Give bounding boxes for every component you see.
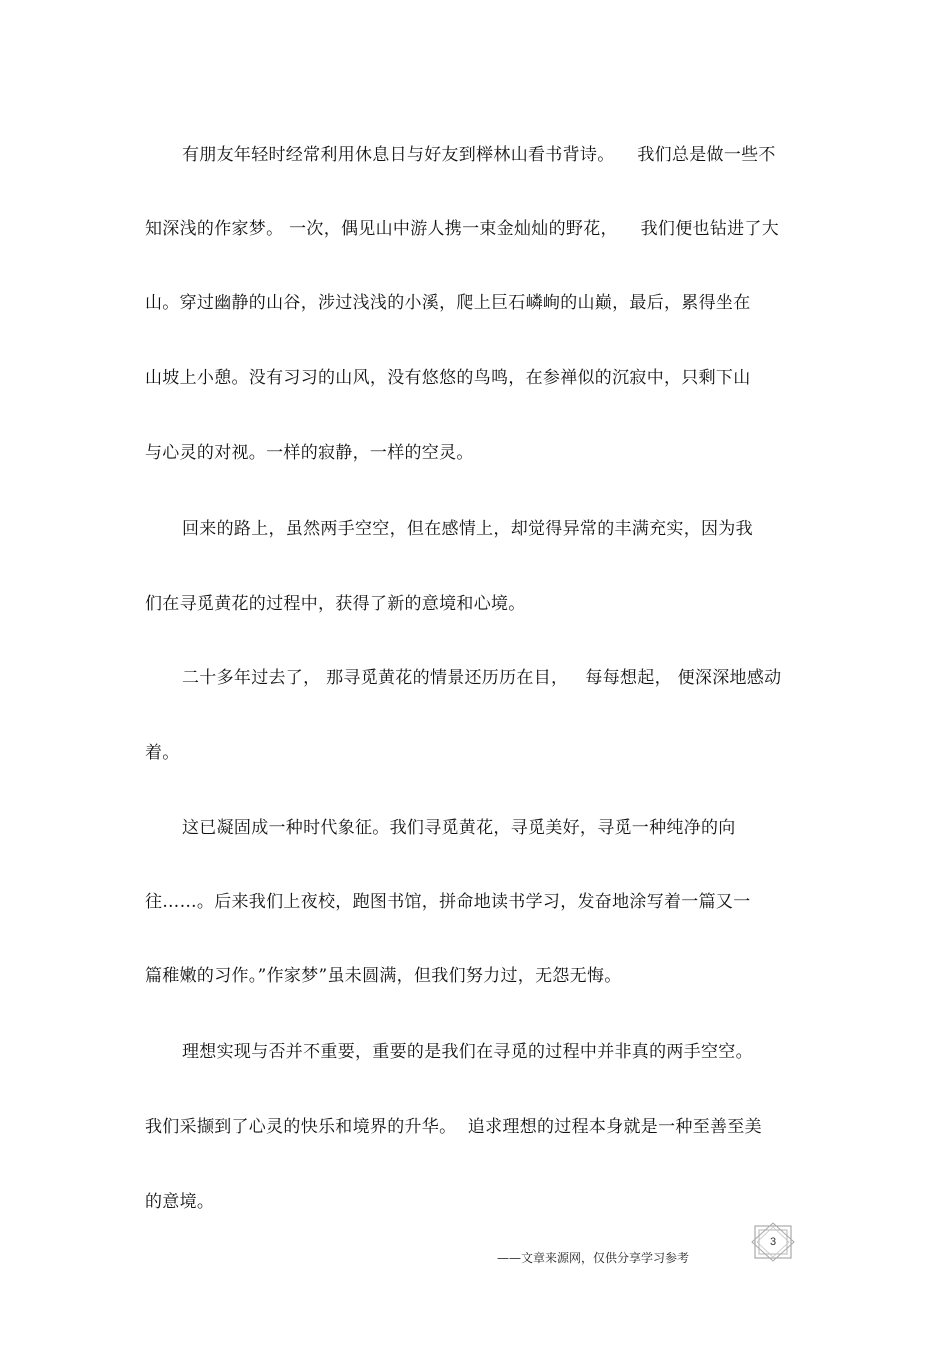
paragraph-1-line-2: 知深浅的作家梦。 一次，偶见山中游人携一束金灿灿的野花， 我们便也钻进了大 <box>145 219 780 239</box>
paragraph-1-line-5: 与心灵的对视。一样的寂静，一样的空灵。 <box>145 443 474 463</box>
paragraph-4-line-2: 往……。后来我们上夜校，跑图书馆，拼命地读书学习，发奋地涂写着一篇又一 <box>145 892 751 912</box>
paragraph-4-line-1: 这已凝固成一种时代象征。我们寻觅黄花，寻觅美好，寻觅一种纯净的向 <box>182 818 736 838</box>
paragraph-5-line-1: 理想实现与否并不重要，重要的是我们在寻觅的过程中并非真的两手空空。 <box>182 1042 753 1062</box>
paragraph-1-line-4: 山坡上小憩。没有习习的山风，没有悠悠的鸟鸣，在参禅似的沉寂中，只剩下山 <box>145 368 751 388</box>
page-number-badge <box>749 1222 797 1262</box>
paragraph-1-line-3: 山。穿过幽静的山谷，涉过浅浅的小溪，爬上巨石嶙峋的山巅，最后，累得坐在 <box>145 293 751 313</box>
source-note: ——文章来源网，仅供分享学习参考 <box>497 1251 690 1265</box>
paragraph-2-line-1: 回来的路上，虽然两手空空，但在感情上，却觉得异常的丰满充实，因为我 <box>182 519 753 539</box>
paragraph-5-line-2: 我们采撷到了心灵的快乐和境界的升华。 追求理想的过程本身就是一种至善至美 <box>145 1117 762 1137</box>
paragraph-3-line-2: 着。 <box>145 743 180 763</box>
paragraph-2-line-2: 们在寻觅黄花的过程中，获得了新的意境和心境。 <box>145 594 526 614</box>
paragraph-1-line-1: 有朋友年轻时经常利用休息日与好友到榉林山看书背诗。 我们总是做一些不 <box>182 145 776 165</box>
paragraph-5-line-3: 的意境。 <box>145 1192 215 1212</box>
paragraph-4-line-3: 篇稚嫩的习作。”作家梦”虽未圆满，但我们努力过，无怨无悔。 <box>145 966 622 986</box>
paragraph-3-line-1: 二十多年过去了， 那寻觅黄花的情景还历历在目， 每每想起， 便深深地感动 <box>182 668 782 688</box>
page-number: 3 <box>769 1236 777 1248</box>
